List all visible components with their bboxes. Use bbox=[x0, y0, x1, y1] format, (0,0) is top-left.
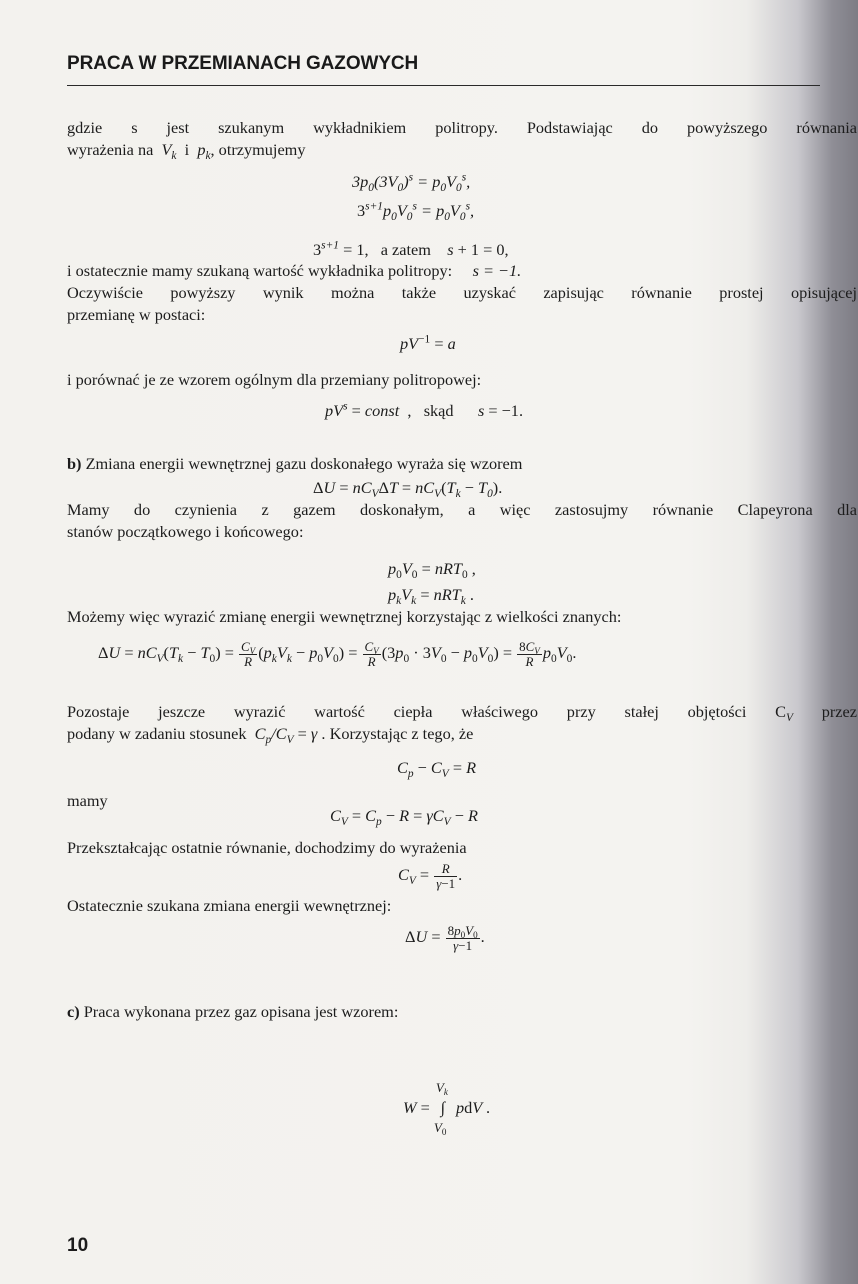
page-header: PRACA W PRZEMIANACH GAZOWYCH bbox=[67, 53, 419, 74]
equation: $3^{s+1} = 1$, a zatem s + 1 = 0, bbox=[313, 239, 509, 259]
text-line: mamy bbox=[67, 791, 108, 810]
equation: $3^{s+1}p_0V_0^s = p_0V_0^s$, bbox=[357, 200, 475, 223]
text: . Korzystając z tego, że bbox=[321, 724, 474, 743]
text-line: stanów początkowego i końcowego: bbox=[67, 522, 304, 541]
equation: $p_kV_k = nRT_k$ . bbox=[388, 585, 474, 607]
text-line: przemianę w postaci: bbox=[67, 305, 206, 324]
text: wyrażenia na bbox=[67, 140, 154, 159]
text-line: wyrażenia na $V_k$ i $p_k$, otrzymujemy bbox=[67, 140, 306, 162]
equation: $\Delta U = nC_V(T_k - T_0)$ = $\frac{C_V}{R}$ $(p_kV_k - p_0V_0)$ = $\frac{C_V}{R}$ $(3p_0 \cdot 3V_0 - p_0V_0)$ = $\frac{8C_V}{R}$ $p_0V_0$. bbox=[98, 639, 577, 669]
text: Praca wykonana przez gaz opisana jest wzorem: bbox=[83, 1002, 399, 1021]
page-number: 10 bbox=[67, 1235, 89, 1256]
equation: ΔU = $\frac{8p_0V_0}{\gamma-1}$ . bbox=[405, 923, 485, 953]
label: c) bbox=[67, 1002, 80, 1021]
text: Pozostaje jeszcze wyrazić wartość ciepła właściwego przy stałej objętości C bbox=[67, 702, 787, 721]
text-line: podany w zadaniu stosunek $C_p/C_V = \gamma$ . Korzystając z tego, że bbox=[67, 724, 474, 746]
text: a zatem bbox=[380, 240, 431, 259]
equation: $C_p - C_V = R$ bbox=[397, 758, 477, 780]
text-line: Pozostaje jeszcze wyrazić wartość ciepła właściwego przy stałej objętości $C_V$ przez bbox=[67, 702, 857, 724]
text: Zmiana energii wewnętrznej gazu doskonałego wyraża się wzorem bbox=[85, 454, 523, 473]
text-line: Mamy do czynienia z gazem doskonałym, a więc zastosujmy równanie Clapeyrona dla bbox=[67, 500, 857, 519]
text-line: gdzie s jest szukanym wykładnikiem politropy. Podstawiając do powyższego równania bbox=[67, 118, 857, 137]
label: b) bbox=[67, 454, 82, 473]
equation: $\Delta U = nC_V\Delta T = nC_V(T_k - T_0)$. bbox=[313, 478, 503, 500]
text-line: Przekształcając ostatnie równanie, dochodzimy do wyrażenia bbox=[67, 838, 467, 857]
equation: $pV^{-1} = a$ bbox=[400, 333, 456, 353]
text: podany w zadaniu stosunek bbox=[67, 724, 247, 743]
equation: $C_V = C_p - R = \gamma C_V - R$ bbox=[330, 806, 478, 828]
header-rule bbox=[67, 85, 820, 86]
text-line: Ostatecznie szukana zmiana energii wewnętrznej: bbox=[67, 896, 392, 915]
equation: $C_V$ = $\frac{R}{\gamma-1}$ . bbox=[398, 861, 463, 891]
text: const bbox=[364, 401, 400, 420]
equation: $p_0V_0 = nRT_0$ , bbox=[388, 559, 476, 581]
text: i ostatecznie mamy szukaną wartość wykładnika politropy: bbox=[67, 261, 453, 280]
equation: $pV^s$ = const , skąd s = −1. bbox=[325, 400, 524, 420]
text-line: Możemy więc wyrazić zmianę energii wewnętrznej korzystając z wielkości znanych: bbox=[67, 607, 622, 626]
equation: $3p_0(3V_0)^s = p_0V_0^s$, bbox=[352, 171, 471, 194]
text-line bbox=[67, 454, 522, 474]
equation: W = $V_k$ ∫ $V_0$ pdV . bbox=[403, 1080, 491, 1138]
text: otrzymujemy bbox=[218, 140, 306, 159]
text: i bbox=[184, 140, 190, 159]
text-line: Oczywiście powyższy wynik można także uzyskać zapisując równanie prostej opisującej bbox=[67, 283, 857, 302]
text: przez bbox=[821, 702, 857, 721]
result: s = −1. bbox=[472, 261, 522, 280]
text-line bbox=[67, 261, 521, 281]
text: skąd bbox=[423, 401, 454, 420]
text-line bbox=[67, 1002, 398, 1022]
text-line: i porównać je ze wzorem ogólnym dla przemiany politropowej: bbox=[67, 370, 482, 389]
